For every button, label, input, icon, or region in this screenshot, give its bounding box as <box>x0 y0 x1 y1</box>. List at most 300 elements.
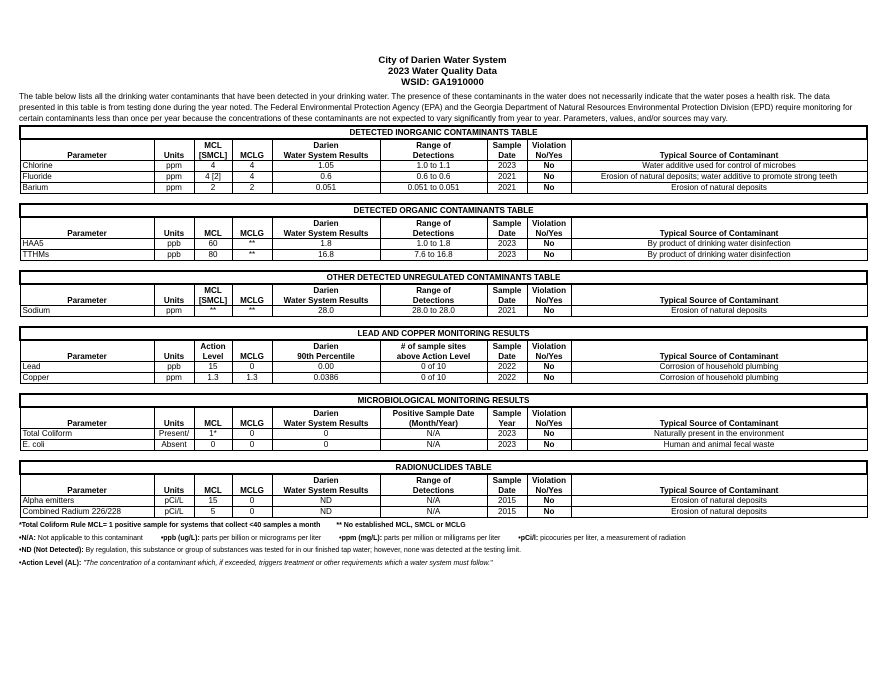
column-header-line: Darien <box>313 286 339 295</box>
column-header-line: Parameter <box>67 150 107 160</box>
footnotes <box>19 520 866 570</box>
data-table-block <box>19 125 866 194</box>
column-header <box>527 139 571 161</box>
tables-container <box>19 125 866 518</box>
table-cell: 1.3 <box>232 373 272 384</box>
table-cell: ppm <box>154 172 194 183</box>
na-definition: Not applicable to this contaminant <box>37 534 143 542</box>
table-cell: ** <box>194 306 232 317</box>
contaminant-table <box>19 460 868 518</box>
table-caption: OTHER DETECTED UNREGULATED CONTAMINANTS TABLE <box>20 271 867 284</box>
column-header-line: above Action Level <box>396 351 471 361</box>
table-cell: 0 <box>232 440 272 451</box>
table-cell: Combined Radium 226/228 <box>20 507 154 518</box>
column-header-line: Violation <box>531 476 567 485</box>
column-header <box>194 474 232 496</box>
column-header-line: [SMCL] <box>198 295 228 305</box>
column-header <box>380 284 487 306</box>
intro-paragraph: The table below lists all the drinking water contaminants that have been detected in your drinking water. The presence of these contaminants in the water does not necessarily indicate that the water poses a health risk. The data presented in this table is from testing done during the year noted. The Federal Environmental Protection Agency (EPA) and the Georgia Department of Natural Resources Environmental Protection Division (EPD) require monitoring for certain contaminants less than once per year because the concentrations of these contaminants are not expected to vary significantly from year to year. Parameters, values, and/or sources may vary. <box>19 92 853 123</box>
column-header-line: MCL <box>204 141 222 150</box>
table-cell: ppb <box>154 362 194 373</box>
action-level-definition: "The concentration of a contaminant which, if exceeded, triggers treatment or other requirements which a water system must follow." <box>83 559 493 567</box>
footnote-line-3 <box>19 545 866 558</box>
table-cell: 0 of 10 <box>380 373 487 384</box>
column-header-line: # of sample sites <box>400 342 467 351</box>
table-cell: 1.0 to 1.1 <box>380 161 487 172</box>
table-cell: 0 <box>272 429 380 440</box>
table-cell: 80 <box>194 250 232 261</box>
column-header <box>571 139 867 161</box>
column-header <box>487 139 527 161</box>
column-header-line: Parameter <box>67 295 107 305</box>
table-cell: 0 <box>272 440 380 451</box>
column-header-line: Range of <box>416 286 451 295</box>
table-cell: Lead <box>20 362 154 373</box>
column-header-line: Darien <box>313 141 339 150</box>
table-cell: Fluoride <box>20 172 154 183</box>
table-cell: N/A <box>380 496 487 507</box>
table-cell: Water additive used for control of microbes <box>571 161 867 172</box>
column-header-line: No/Yes <box>535 150 563 160</box>
table-header-row <box>20 407 867 429</box>
table-cell: Copper <box>20 373 154 384</box>
report-page <box>19 55 866 570</box>
column-header-line: Units <box>163 485 185 495</box>
column-header <box>194 340 232 362</box>
column-header <box>232 474 272 496</box>
table-header-row <box>20 139 867 161</box>
table-cell: 1.05 <box>272 161 380 172</box>
table-cell: ** <box>232 306 272 317</box>
table-cell: 15 <box>194 362 232 373</box>
ppm-definition: parts per million or milligrams per liter <box>384 534 501 542</box>
table-cell: 2023 <box>487 161 527 172</box>
table-caption: DETECTED ORGANIC CONTAMINANTS TABLE <box>20 204 867 217</box>
column-header <box>487 474 527 496</box>
column-header-line: Sample <box>492 409 522 418</box>
table-cell: pCi/L <box>154 496 194 507</box>
column-header <box>20 340 154 362</box>
table-cell: 0.051 to 0.051 <box>380 183 487 194</box>
table-cell: pCi/L <box>154 507 194 518</box>
table-cell: Alpha emitters <box>20 496 154 507</box>
table-header-row <box>20 284 867 306</box>
table-cell: 0 <box>232 507 272 518</box>
column-header <box>272 284 380 306</box>
table-cell: 0.6 <box>272 172 380 183</box>
column-header <box>154 474 194 496</box>
table-cell: 2 <box>232 183 272 194</box>
table-caption: DETECTED INORGANIC CONTAMINANTS TABLE <box>20 126 867 139</box>
table-row <box>20 496 867 507</box>
table-cell: 2021 <box>487 183 527 194</box>
table-row <box>20 440 867 451</box>
column-header-line: Date <box>498 485 516 495</box>
pci-term: •pCi/l: <box>518 534 539 542</box>
data-table-block <box>19 393 866 451</box>
column-header <box>232 217 272 239</box>
table-cell: ND <box>272 496 380 507</box>
column-header-line: Year <box>498 418 516 428</box>
table-cell: 4 <box>232 161 272 172</box>
column-header <box>571 217 867 239</box>
table-cell: No <box>527 429 571 440</box>
table-header-row <box>20 340 867 362</box>
column-header-line: MCLG <box>240 295 264 305</box>
table-cell: No <box>527 239 571 250</box>
table-cell: N/A <box>380 429 487 440</box>
table-cell: 0 of 10 <box>380 362 487 373</box>
data-table-block <box>19 203 866 261</box>
column-header-line: Typical Source of Contaminant <box>659 418 779 428</box>
table-cell: 2023 <box>487 440 527 451</box>
table-cell: No <box>527 161 571 172</box>
ppb-definition: parts per billion or micrograms per liter <box>201 534 322 542</box>
footnote-line-1 <box>19 520 866 533</box>
table-cell: 1.3 <box>194 373 232 384</box>
column-header-line: Sample <box>492 476 522 485</box>
column-header-line: 90th Percentile <box>297 351 355 361</box>
column-header-line: Range of <box>416 141 451 150</box>
table-header-row <box>20 474 867 496</box>
column-header-line: Detections <box>412 485 455 495</box>
column-header <box>154 407 194 429</box>
table-cell: ppm <box>154 306 194 317</box>
table-cell: 4 [2] <box>194 172 232 183</box>
ppb-term: •ppb (ug/L): <box>160 534 200 542</box>
column-header-line: Parameter <box>67 351 107 361</box>
table-cell: ppb <box>154 239 194 250</box>
column-header <box>154 139 194 161</box>
column-header-line: Violation <box>531 219 567 228</box>
column-header <box>487 284 527 306</box>
table-caption: MICROBIOLOGICAL MONITORING RESULTS <box>20 394 867 407</box>
column-header-line: Typical Source of Contaminant <box>659 295 779 305</box>
contaminant-table <box>19 270 868 317</box>
table-cell: 0 <box>232 429 272 440</box>
column-header-line: MCLG <box>240 351 264 361</box>
no-established-note: ** No established MCL, SMCL or MCLG <box>336 522 466 529</box>
column-header <box>194 139 232 161</box>
column-header <box>380 340 487 362</box>
column-header-line: Violation <box>531 141 567 150</box>
table-cell: Corrosion of household plumbing <box>571 373 867 384</box>
column-header-line: No/Yes <box>535 295 563 305</box>
table-cell: 2023 <box>487 250 527 261</box>
table-cell: 0 <box>194 440 232 451</box>
table-cell: 2015 <box>487 496 527 507</box>
title-wsid: WSID: GA1910000 <box>401 77 484 88</box>
data-table-block <box>19 270 866 317</box>
table-cell: 7.6 to 16.8 <box>380 250 487 261</box>
table-row <box>20 250 867 261</box>
column-header <box>571 407 867 429</box>
column-header <box>527 217 571 239</box>
column-header <box>194 284 232 306</box>
coliform-rule-note: *Total Coliform Rule MCL= 1 positive sample for systems that collect <40 samples a month <box>19 522 321 529</box>
column-header <box>20 284 154 306</box>
table-row <box>20 429 867 440</box>
data-table-block <box>19 460 866 518</box>
table-row <box>20 306 867 317</box>
table-cell: ND <box>272 507 380 518</box>
table-header-row <box>20 217 867 239</box>
table-cell: N/A <box>380 507 487 518</box>
column-header-line: Units <box>163 295 185 305</box>
table-cell: HAA5 <box>20 239 154 250</box>
column-header <box>272 474 380 496</box>
table-cell: Sodium <box>20 306 154 317</box>
column-header-line: Parameter <box>67 485 107 495</box>
table-cell: 0.00 <box>272 362 380 373</box>
column-header-line: No/Yes <box>535 418 563 428</box>
footnote-line-2 <box>19 533 866 546</box>
table-cell: No <box>527 306 571 317</box>
column-header-line: Sample <box>492 141 522 150</box>
column-header <box>527 284 571 306</box>
column-header-line: Date <box>498 351 516 361</box>
action-level-term: •Action Level (AL): <box>19 559 82 567</box>
table-cell: 28.0 <box>272 306 380 317</box>
column-header <box>571 284 867 306</box>
column-header-line: No/Yes <box>535 228 563 238</box>
table-cell: By product of drinking water disinfection <box>571 239 867 250</box>
data-table-block <box>19 326 866 384</box>
column-header <box>154 217 194 239</box>
table-cell: 4 <box>232 172 272 183</box>
table-cell: No <box>527 250 571 261</box>
column-header-line: MCLG <box>240 418 264 428</box>
column-header-line: Date <box>498 295 516 305</box>
column-header <box>194 407 232 429</box>
column-header-line: Violation <box>531 286 567 295</box>
table-cell: No <box>527 373 571 384</box>
table-cell: 16.8 <box>272 250 380 261</box>
column-header-line: Typical Source of Contaminant <box>659 150 779 160</box>
table-cell: 0 <box>232 496 272 507</box>
table-cell: 0.051 <box>272 183 380 194</box>
column-header-line: Action <box>200 342 226 351</box>
column-header-line: Detections <box>412 150 455 160</box>
column-header-line: MCL <box>204 286 222 295</box>
column-header <box>272 139 380 161</box>
column-header <box>380 407 487 429</box>
column-header <box>232 340 272 362</box>
table-cell: 2023 <box>487 239 527 250</box>
column-header <box>380 217 487 239</box>
column-header-line: Typical Source of Contaminant <box>659 485 779 495</box>
column-header-line: Units <box>163 418 185 428</box>
column-header-line: Date <box>498 228 516 238</box>
column-header-line: Units <box>163 228 185 238</box>
contaminant-table <box>19 326 868 384</box>
column-header-line: MCLG <box>240 228 264 238</box>
table-cell: ** <box>232 239 272 250</box>
column-header <box>20 217 154 239</box>
table-cell: Corrosion of household plumbing <box>571 362 867 373</box>
table-caption: LEAD AND COPPER MONITORING RESULTS <box>20 327 867 340</box>
table-cell: 2022 <box>487 362 527 373</box>
contaminant-table <box>19 125 868 194</box>
column-header-line: Water System Results <box>283 228 369 238</box>
table-row <box>20 507 867 518</box>
column-header-line: Typical Source of Contaminant <box>659 228 779 238</box>
table-cell: Barium <box>20 183 154 194</box>
column-header <box>571 340 867 362</box>
column-header <box>20 407 154 429</box>
column-header <box>154 340 194 362</box>
column-header <box>487 217 527 239</box>
column-header-line: MCLG <box>240 150 264 160</box>
column-header-line: Darien <box>313 219 339 228</box>
table-cell: Chlorine <box>20 161 154 172</box>
table-cell: No <box>527 440 571 451</box>
column-header-line: Water System Results <box>283 485 369 495</box>
table-cell: ppm <box>154 183 194 194</box>
table-cell: 60 <box>194 239 232 250</box>
column-header <box>232 284 272 306</box>
table-cell: Erosion of natural deposits <box>571 507 867 518</box>
column-header <box>272 340 380 362</box>
report-title <box>19 55 866 88</box>
column-header-line: Violation <box>531 342 567 351</box>
table-row <box>20 239 867 250</box>
column-header-line: Violation <box>531 409 567 418</box>
column-header-line: MCLG <box>240 485 264 495</box>
table-cell: 2022 <box>487 373 527 384</box>
table-cell: 2023 <box>487 429 527 440</box>
pci-definition: picocuries per liter, a measurement of radiation <box>540 534 686 542</box>
title-report-year: 2023 Water Quality Data <box>388 66 497 77</box>
table-row <box>20 161 867 172</box>
table-row <box>20 362 867 373</box>
column-header <box>154 284 194 306</box>
table-cell: By product of drinking water disinfection <box>571 250 867 261</box>
table-cell: ppm <box>154 373 194 384</box>
table-cell: Erosion of natural deposits; water additive to promote strong teeth <box>571 172 867 183</box>
column-header-line: Positive Sample Date <box>392 409 475 418</box>
ppm-term: •ppm (mg/L): <box>339 534 383 542</box>
table-cell: 28.0 to 28.0 <box>380 306 487 317</box>
column-header-line: Date <box>498 150 516 160</box>
nd-term: •ND (Not Detected): <box>19 547 84 554</box>
column-header-line: Sample <box>492 219 522 228</box>
column-header <box>380 474 487 496</box>
column-header <box>571 474 867 496</box>
table-cell: ** <box>232 250 272 261</box>
table-cell: Present/ <box>154 429 194 440</box>
table-cell: 2021 <box>487 306 527 317</box>
table-cell: Total Coliform <box>20 429 154 440</box>
table-cell: N/A <box>380 440 487 451</box>
table-cell: No <box>527 172 571 183</box>
column-header-line: Units <box>163 351 185 361</box>
table-cell: 4 <box>194 161 232 172</box>
column-header-line: Darien <box>313 476 339 485</box>
na-term: •N/A: <box>19 534 36 542</box>
table-row <box>20 172 867 183</box>
column-header-line: Water System Results <box>283 150 369 160</box>
column-header-line: Range of <box>416 219 451 228</box>
footnote-line-4 <box>19 558 866 571</box>
column-header <box>380 139 487 161</box>
column-header-line: Sample <box>492 342 522 351</box>
table-cell: No <box>527 183 571 194</box>
column-header-line: Units <box>163 150 185 160</box>
column-header-line: Parameter <box>67 228 107 238</box>
table-cell: 0 <box>232 362 272 373</box>
column-header <box>527 407 571 429</box>
table-cell: 1.0 to 1.8 <box>380 239 487 250</box>
table-cell: E. coli <box>20 440 154 451</box>
column-header <box>487 340 527 362</box>
column-header <box>232 139 272 161</box>
table-cell: 15 <box>194 496 232 507</box>
column-header-line: Typical Source of Contaminant <box>659 351 779 361</box>
column-header-line: Detections <box>412 228 455 238</box>
column-header <box>527 340 571 362</box>
column-header-line: Water System Results <box>283 295 369 305</box>
column-header <box>194 217 232 239</box>
column-header-line: Range of <box>416 476 451 485</box>
table-row <box>20 183 867 194</box>
table-cell: ppm <box>154 161 194 172</box>
table-cell: Naturally present in the environment <box>571 429 867 440</box>
table-cell: 1.8 <box>272 239 380 250</box>
column-header <box>20 474 154 496</box>
contaminant-table <box>19 393 868 451</box>
column-header-line: MCL <box>204 228 222 238</box>
column-header <box>527 474 571 496</box>
table-cell: 2 <box>194 183 232 194</box>
table-cell: No <box>527 496 571 507</box>
column-header-line: Detections <box>412 295 455 305</box>
table-cell: 1* <box>194 429 232 440</box>
column-header-line: Darien <box>313 409 339 418</box>
table-cell: TTHMs <box>20 250 154 261</box>
contaminant-table <box>19 203 868 261</box>
column-header-line: [SMCL] <box>198 150 228 160</box>
column-header-line: MCL <box>204 418 222 428</box>
table-cell: 0.0386 <box>272 373 380 384</box>
column-header-line: Parameter <box>67 418 107 428</box>
column-header-line: Darien <box>313 342 339 351</box>
column-header-line: No/Yes <box>535 351 563 361</box>
table-cell: Erosion of natural deposits <box>571 306 867 317</box>
table-cell: 2015 <box>487 507 527 518</box>
column-header-line: Water System Results <box>283 418 369 428</box>
column-header-line: Level <box>202 351 224 361</box>
column-header <box>487 407 527 429</box>
column-header <box>232 407 272 429</box>
column-header <box>272 407 380 429</box>
table-cell: No <box>527 507 571 518</box>
table-cell: 0.6 to 0.6 <box>380 172 487 183</box>
column-header-line: Sample <box>492 286 522 295</box>
table-caption: RADIONUCLIDES TABLE <box>20 461 867 474</box>
table-cell: Erosion of natural deposits <box>571 183 867 194</box>
table-cell: Human and animal fecal waste <box>571 440 867 451</box>
table-cell: Absent <box>154 440 194 451</box>
table-row <box>20 373 867 384</box>
table-cell: 2021 <box>487 172 527 183</box>
table-cell: Erosion of natural deposits <box>571 496 867 507</box>
column-header-line: No/Yes <box>535 485 563 495</box>
table-cell: ppb <box>154 250 194 261</box>
table-cell: 5 <box>194 507 232 518</box>
column-header-line: (Month/Year) <box>408 418 458 428</box>
column-header <box>20 139 154 161</box>
